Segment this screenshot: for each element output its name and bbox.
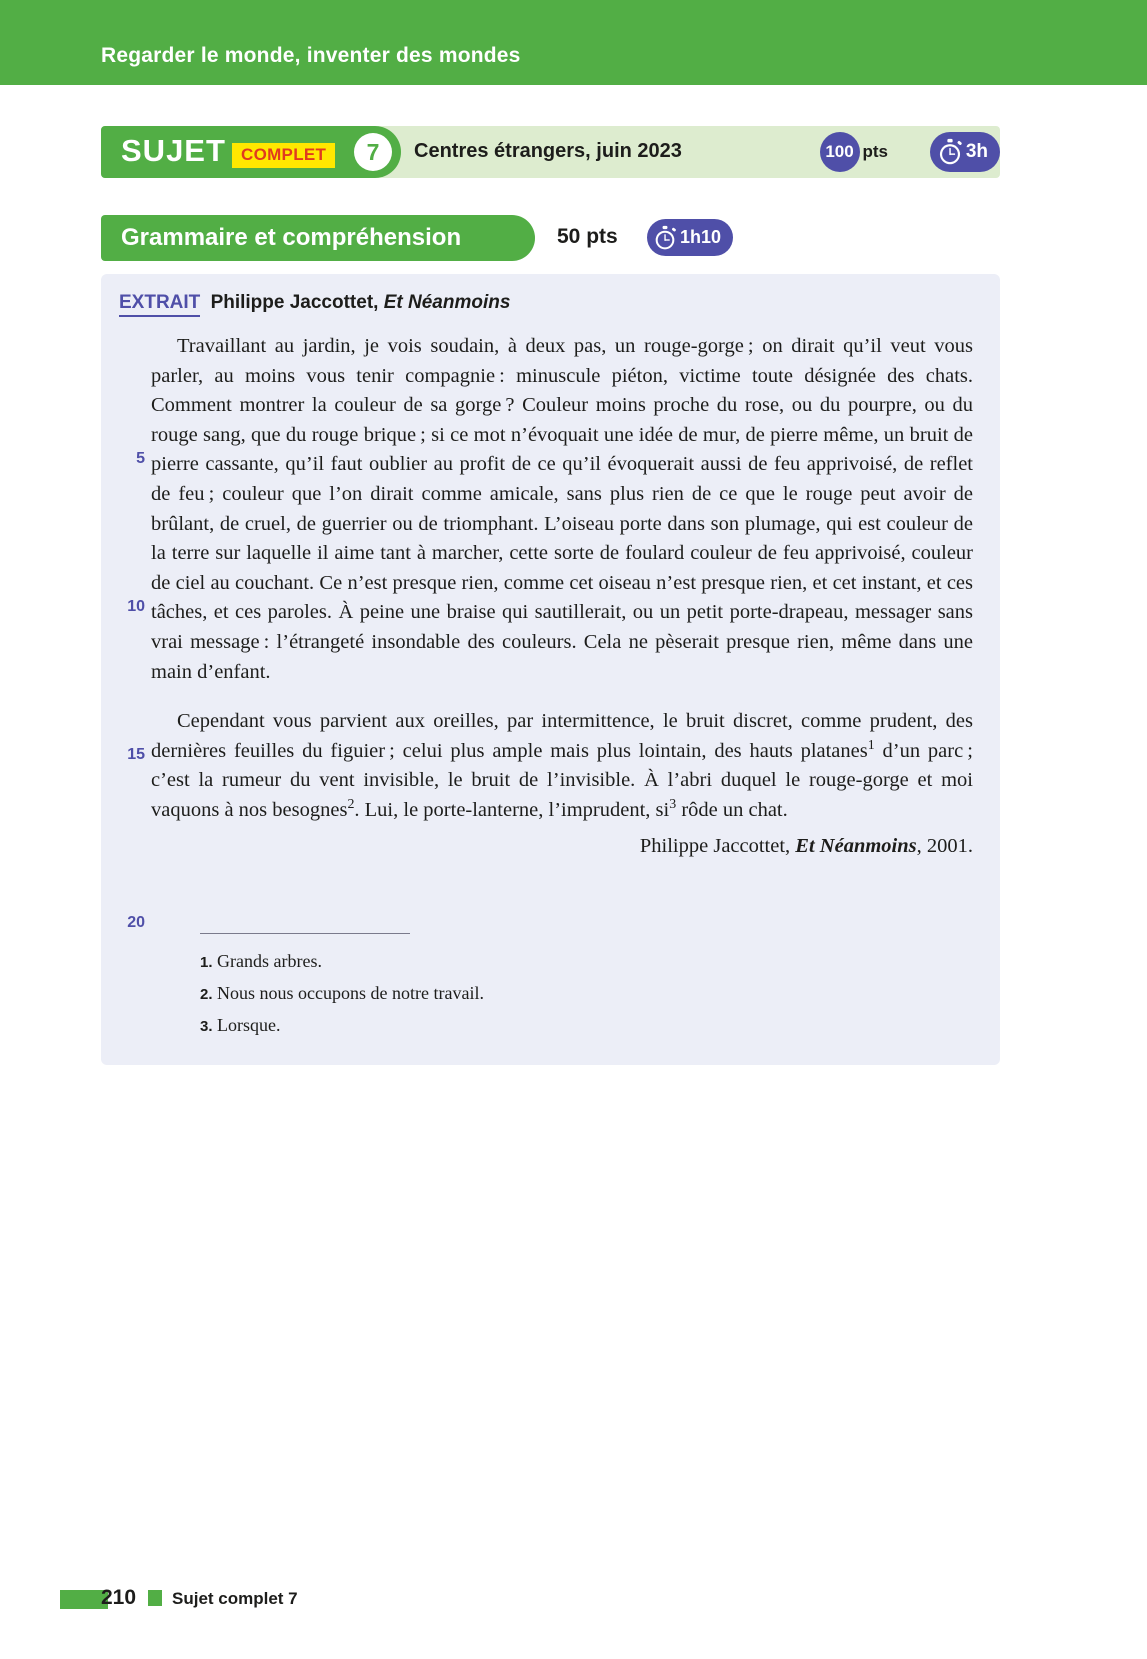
extract-paragraph-2	[151, 707, 973, 825]
subject-word: SUJET	[121, 133, 226, 168]
clock-icon	[652, 225, 678, 251]
footnote-number: 2.	[200, 986, 213, 1003]
footnote-ref-1: 1	[867, 737, 875, 753]
extract-author: Philippe Jaccottet,	[210, 292, 379, 313]
section-title: Grammaire et compréhension	[101, 215, 535, 261]
extract-credit	[151, 832, 973, 862]
extract-text	[151, 332, 973, 861]
extract-paragraph-2-part-c: . Lui, le porte-lanterne, l’imprudent, si	[354, 798, 670, 821]
footnote-ref-2: 2	[347, 797, 355, 813]
footnote-ref-3: 3	[669, 797, 677, 813]
extract-tag: EXTRAIT	[119, 292, 200, 317]
extract-paragraph-2-part-a: Cependant vous parvient aux oreilles, par intermittence, le bruit discret, comme prudent, des dernières feuilles du figuier ; celui plus ample mais plus lointain, des hauts platanes	[151, 710, 973, 762]
line-number: 15	[127, 746, 145, 763]
footer-dash	[148, 1590, 162, 1606]
section-strip	[101, 215, 1000, 261]
footnote-text: Lorsque.	[217, 1015, 281, 1035]
subject-points-word: pts	[862, 142, 888, 161]
footnote-text: Nous nous occupons de notre travail.	[217, 983, 484, 1003]
extract-panel	[101, 274, 1000, 1065]
extract-paragraph-1: Travaillant au jardin, je vois soudain, à deux pas, un rouge-gorge ; on dirait qu’il veut vous parler, au moins vous tenir compagnie : minuscule piéton, victime toute désignée des chats. Comment montrer la couleur de sa gorge ? Couleur moins proche du rose, ou du pourpre, ou du rouge sang, que du rouge brique ; si ce mot n’évoquait une idée de mur, de pierre même, un bruit de pierre cassante, qu’il faut oublier au profit de ce qu’il évoquerait aussi de feu apprivoisé, de reflet de feu ; couleur que l’on dirait comme amicale, sans plus rien de ce que le rouge peut avoir de brûlant, de cruel, de guerrier ou de triomphant. L’oiseau porte dans son plumage, qui est couleur de la terre sur laquelle il aime tant à marcher, cette sorte de foulard couleur de feu apprivoisé, couleur de ciel au couchant. Ce n’est presque rien, comme cet oiseau n’est presque rien, et cet instant, et ces tâches, et ces paroles. À peine une braise qui sautillerait, ou un petit porte-drapeau, messager sans vrai message : l’étrangeté insondable des couleurs. Cela ne pèserait presque rien, même dans une main d’enfant.	[151, 335, 973, 683]
extract-heading	[119, 292, 510, 314]
section-duration-text: 1h10	[680, 227, 722, 247]
subject-duration-text: 3h	[965, 141, 988, 162]
footnote-item	[200, 1010, 900, 1042]
extract-paragraph-2-part-b: d’un parc ; c’est la rumeur du vent invisible, le bruit de l’invisible. À l’abri duquel le rouge-gorge et moi vaquons à nos besognes	[151, 739, 974, 821]
subject-exam-label: Centres étrangers, juin 2023	[414, 140, 682, 162]
footnotes	[200, 946, 900, 1042]
subject-number-badge: 7	[354, 133, 392, 171]
footnote-item	[200, 978, 900, 1010]
section-duration-badge	[647, 219, 733, 256]
page-title: Regarder le monde, inventer des mondes	[101, 44, 521, 67]
notes-divider	[200, 933, 410, 934]
section-points: 50 pts	[557, 225, 618, 248]
subject-points-value: 100	[820, 132, 860, 172]
footnote-item	[200, 946, 900, 978]
footer-label: Sujet complet 7	[172, 1589, 298, 1608]
credit-year: , 2001.	[916, 834, 973, 857]
page-header-band	[0, 0, 1147, 85]
credit-work: Et Néanmoins	[795, 834, 917, 857]
footnote-number: 1.	[200, 954, 213, 971]
subject-points-badge	[820, 132, 889, 172]
extract-paragraph-2-part-d: rôde un chat.	[676, 798, 788, 821]
footnote-number: 3.	[200, 1018, 213, 1035]
subject-strip	[101, 126, 1000, 178]
credit-author: Philippe Jaccottet,	[639, 834, 796, 857]
footnote-text: Grands arbres.	[217, 951, 322, 971]
line-number: 10	[127, 598, 145, 615]
clock-icon	[936, 138, 964, 166]
subject-duration-badge	[930, 132, 1000, 172]
subject-complet-badge: COMPLET	[232, 143, 335, 168]
line-number: 5	[136, 450, 145, 467]
line-number: 20	[127, 914, 145, 931]
footer-page-number: 210	[101, 1586, 137, 1609]
extract-work-title: Et Néanmoins	[383, 292, 511, 313]
